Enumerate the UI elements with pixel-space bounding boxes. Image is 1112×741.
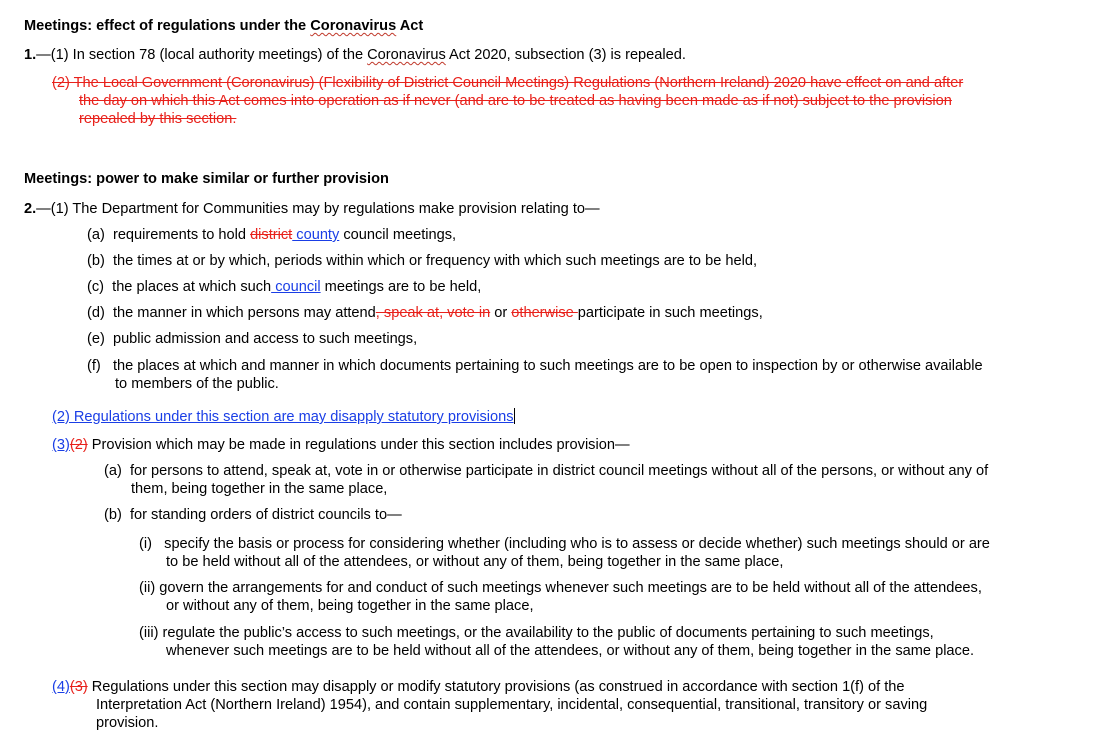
item-label: (b) (87, 253, 105, 269)
s2-item-f (87, 357, 983, 375)
s2-subitem-ii (139, 579, 982, 597)
s2-subitem-ii-line-2: or without any of them, being together in the same place, (166, 598, 534, 614)
deleted-number: (2) (69, 437, 88, 453)
item-label: (i) (139, 536, 152, 552)
s2-item-c (87, 278, 481, 296)
s2-p3-item-a-line-2: them, being together in the same place, (131, 481, 388, 497)
item-c-post: meetings are to be held, (320, 279, 482, 295)
s2-paragraph-2-inserted[interactable] (52, 408, 515, 426)
item-d-pre: the manner in which persons may attend (112, 305, 376, 321)
spellcheck-word[interactable]: Coronavirus (367, 47, 446, 63)
deleted-number: (3) (69, 679, 88, 695)
item-c-pre: the places at which such (112, 279, 272, 295)
item-b-text: the times at or by which, periods within which or frequency with which such meetings are to be held, (112, 253, 758, 269)
item-label: (d) (87, 305, 105, 321)
s2-subitem-iii (139, 624, 934, 642)
item-label: (a) (87, 227, 105, 243)
inserted-text: county (292, 227, 340, 243)
s1-number: 1. (24, 47, 37, 63)
item-d-post: participate in such meetings, (577, 305, 763, 321)
inserted-text: (2) Regulations under this section are may disapply statutory provisions (52, 409, 514, 425)
s2-item-b (87, 252, 757, 270)
heading-section-2: Meetings: power to make similar or further provision (24, 171, 389, 187)
inserted-text: council (271, 279, 321, 295)
heading-1-prefix: Meetings: effect of regulations under the (24, 18, 311, 34)
deleted-text: otherwise (511, 305, 578, 321)
s2-item-d (87, 304, 763, 322)
inserted-number: (4) (52, 679, 70, 695)
item-label: (e) (87, 331, 105, 347)
s2-paragraph-3 (52, 436, 630, 454)
item-label: (iii) (139, 625, 159, 641)
subitem-i-line-1: specify the basis or process for considering whether (including who is to assess or decide whether) such meetings should or are (164, 536, 990, 552)
spellcheck-word[interactable]: Coronavirus (310, 18, 397, 34)
item-label: (ii) (139, 580, 156, 596)
s1-paragraph-1 (24, 46, 686, 64)
heading-section-1 (24, 17, 423, 35)
subitem-iii-line-1: regulate the public’s access to such meetings, or the availability to the public of documents pertaining to such meetings, (162, 625, 934, 641)
s2-paragraph-4-line-3: provision. (96, 715, 159, 731)
text-cursor (514, 408, 515, 424)
paragraph-4-line-1: Regulations under this section may disapply or modify statutory provisions (as construed in accordance with section 1(f) of the (87, 679, 905, 695)
deleted-text: district (250, 227, 293, 243)
p3-item-b-text: for standing orders of district councils to— (129, 507, 402, 523)
s2-p3-item-a (104, 462, 988, 480)
heading-1-suffix: Act (396, 18, 424, 34)
s1-p1-post: Act 2020, subsection (3) is repealed. (445, 47, 686, 63)
s2-paragraph-1 (24, 200, 600, 218)
s1-p2-deleted-line-2: the day on which this Act comes into operation as if never (and are to be treated as having been made as if not) subject to the provision (79, 93, 952, 109)
s2-paragraph-4-line-2: Interpretation Act (Northern Ireland) 1954), and contain supplementary, incidental, consequential, transitional, transitory or saving (96, 697, 928, 713)
s2-item-e (87, 330, 417, 348)
s2-p3-item-b (104, 506, 402, 524)
s2-paragraph-4 (52, 678, 905, 696)
s1-p1-pre: —(1) In section 78 (local authority meetings) of the (36, 47, 368, 63)
s1-p2-deleted-line-3: repealed by this section. (79, 111, 237, 127)
deleted-text: , speak at, vote in (375, 305, 491, 321)
s1-p2-deleted-line-1: (2) The Local Government (Coronavirus) (Flexibility of District Council Meetings) Regulations (Northern Ireland) 2020 have effect on and after (52, 75, 964, 91)
s2-number: 2. (24, 201, 37, 217)
item-label: (c) (87, 279, 105, 295)
s2-subitem-i (139, 535, 990, 553)
s2-item-a (87, 226, 456, 244)
item-label: (b) (104, 507, 122, 523)
s2-subitem-iii-line-2: whenever such meetings are to be held without all of the attendees, or without any of them, being together in the same place. (166, 643, 975, 659)
item-label: (f) (87, 358, 101, 374)
s2-p1-text: —(1) The Department for Communities may by regulations make provision relating to— (36, 201, 600, 217)
s2-subitem-i-line-2: to be held without all of the attendees, or without any of them, being together in the same place, (166, 554, 784, 570)
item-e-text: public admission and access to such meetings, (112, 331, 418, 347)
subitem-ii-line-1: govern the arrangements for and conduct of such meetings whenever such meetings are to be held without all of the attendees, (159, 580, 982, 596)
item-a-pre: requirements to hold (112, 227, 251, 243)
p3-item-a-line-1: for persons to attend, speak at, vote in or otherwise participate in district council meetings without all of the persons, or without any of (129, 463, 989, 479)
item-a-post: council meetings, (339, 227, 457, 243)
item-label: (a) (104, 463, 122, 479)
item-d-mid: or (490, 305, 512, 321)
s2-item-f-line-2: to members of the public. (115, 376, 279, 392)
paragraph-3-text: Provision which may be made in regulations under this section includes provision— (87, 437, 630, 453)
item-f-line-1: the places at which and manner in which documents pertaining to such meetings are to be open to inspection by or otherwise available (112, 358, 983, 374)
inserted-number: (3) (52, 437, 70, 453)
